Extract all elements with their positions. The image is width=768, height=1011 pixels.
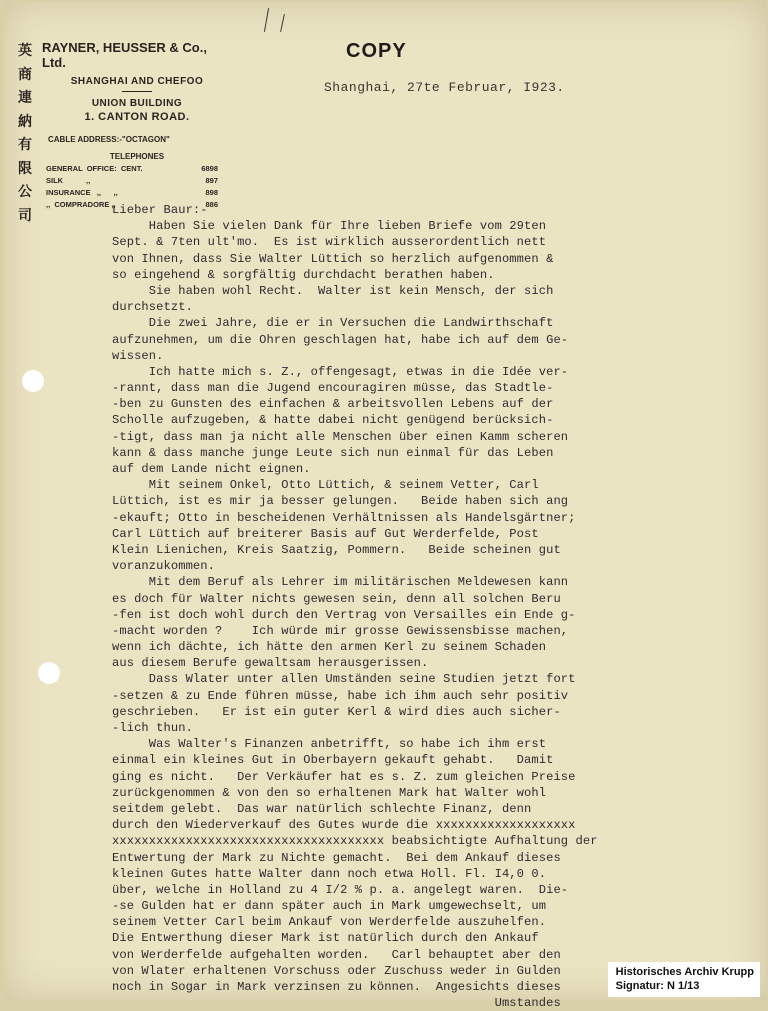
telephone-row [42, 176, 232, 185]
letter-line: von Werderfelde aufgehalten worden. Carl behauptet aber den [112, 947, 561, 962]
chinese-char: 限 [18, 160, 32, 177]
letter-line: aus diesem Berufe gewaltsam herausgerissen. [112, 656, 429, 671]
cable-address: CABLE ADDRESS:-"OCTAGON" [48, 135, 170, 144]
letter-line: einmal ein kleines Gut in Oberbayern gekauft gehabt. Damit [112, 753, 554, 768]
company-name: RAYNER, HEUSSER & Co., Ltd. [42, 40, 207, 70]
telephone-row [42, 188, 232, 197]
copy-heading: COPY [346, 40, 407, 62]
letter-line: -ben zu Gunsten des einfachen & arbeitsvollen Lebens auf der [112, 397, 554, 412]
street-address: 1. CANTON ROAD. [84, 111, 190, 123]
chinese-char: 司 [18, 207, 32, 224]
telephone-number: 6898 [201, 164, 218, 173]
telephone-label: SILK ,, [46, 176, 91, 185]
letter-line: Klein Lienichen, Kreis Saatzig, Pommern. Beide scheinen gut [112, 542, 561, 557]
letter-body [112, 202, 712, 1011]
letter-line: Sept. & 7ten ult'mo. Es ist wirklich ausserordentlich nett [112, 235, 547, 250]
letter-line: Die Entwerthung dieser Mark ist natürlich durch den Ankauf [112, 931, 539, 946]
letter-line: Haben Sie vielen Dank für Ihre lieben Briefe vom 29ten [112, 219, 547, 234]
letter-line: Mit seinem Onkel, Otto Lüttich, & seinem Vetter, Carl [112, 478, 539, 493]
chinese-char: 公 [18, 184, 32, 200]
letter-line: wenn ich dächte, ich hätte den armen Kerl zu seinem Schaden [112, 640, 547, 655]
letter-line: -fen ist doch wohl durch den Vertrag von Versailles ein Ende g- [112, 607, 576, 622]
date-line: Shanghai, 27te Februar, I923. [324, 80, 565, 95]
archive-name: Historisches Archiv Krupp [615, 966, 754, 978]
letter-line: -rannt, dass man die Jugend encouragiren müsse, das Stadtle- [112, 381, 554, 396]
letter-line: noch in Sogar in Mark verzinsen zu können. Angesichts dieses [112, 980, 561, 994]
letter-line: -ekauft; Otto in bescheidenen Verhältnissen als Handelsgärtner; [112, 510, 576, 525]
letter-line: wissen. [112, 348, 164, 363]
letter-line: so eingehend & sorgfältig durchdacht berathen haben. [112, 267, 495, 282]
letter-line: zurückgenommen & von den so erhaltenen Mark hat Walter wohl [112, 785, 547, 800]
telephone-row [42, 164, 232, 173]
letter-line: kann & dass manche junge Leute sich nun einmal für das Leben [112, 445, 554, 460]
divider [122, 91, 152, 92]
letter-line: durchsetzt. [112, 300, 193, 315]
letter-line: seinem Vetter Carl beim Ankauf von Werderfelde auszuhelfen. [112, 915, 547, 930]
archive-stamp [608, 962, 760, 997]
building-name: UNION BUILDING [91, 98, 183, 109]
letterhead [42, 40, 232, 209]
letter-line: Lieber Baur:- [112, 203, 208, 217]
letter-line: Scholle aufzugeben, & hatte dabei nicht genügend berücksich- [112, 413, 554, 428]
letter-line: Ich hatte mich s. Z., offengesagt, etwas in die Idée ver- [112, 364, 569, 379]
chinese-char: 納 [18, 113, 32, 130]
letter-line: auf dem Lande nicht eignen. [112, 462, 311, 476]
punch-hole [38, 662, 60, 684]
chinese-char: 英 [18, 43, 32, 59]
letter-line: Was Walter's Finanzen anbetrifft, so habe ich ihm erst [112, 737, 547, 752]
letter-line: von Ihnen, dass Sie Walter Lüttich so herzlich aufgenommen & [112, 251, 554, 266]
telephone-number: 897 [205, 176, 218, 185]
letter-line: Mit dem Beruf als Lehrer im militärischen Meldewesen kann [112, 575, 569, 590]
letter-line: aufzunehmen, um die Ohren geschlagen hat, habe ich auf dem Ge- [112, 332, 569, 347]
letter-line: von Wlater erhaltenen Vorschuss oder Zuschuss weder in Gulden [112, 963, 561, 978]
letter-line: durch den Wiederverkauf des Gutes wurde die xxxxxxxxxxxxxxxxxxx [112, 818, 576, 833]
telephone-number: 886 [205, 200, 218, 209]
letter-line: kleinen Gutes hatte Walter dann noch etwa Holl. Fl. I4,0 0. [112, 866, 547, 881]
pen-mark [264, 8, 269, 32]
pen-mark [280, 14, 285, 32]
letter-line: -setzen & zu Ende führen müsse, habe ich ihm auch sehr positiv [112, 688, 569, 703]
letter-line: über, welche in Holland zu 4 I/2 % p. a. angelegt waren. Die- [112, 882, 569, 897]
letter-line: -se Gulden hat er dann später auch in Mark umgewechselt, um [112, 899, 547, 914]
letter-line: voranzukommen. [112, 559, 216, 574]
letter-line: Umstandes [112, 996, 561, 1011]
chinese-char: 商 [18, 66, 32, 83]
letter-line: -tigt, dass man ja nicht alle Menschen über einen Kamm scheren [112, 429, 569, 444]
letter-line: seitdem gelebt. Das war natürlich schlechte Finanz, denn [112, 801, 532, 816]
telephone-label: GENERAL OFFICE: CENT. [46, 164, 143, 173]
company-cities: SHANGHAI AND CHEFOO [70, 76, 204, 87]
letter-line: ging es nicht. Der Verkäufer hat es s. Z. zum gleichen Preise [112, 769, 576, 784]
chinese-company-name [14, 40, 36, 228]
letter-line: xxxxxxxxxxxxxxxxxxxxxxxxxxxxxxxxxxxxx beabsichtigte Aufhaltung der [112, 834, 598, 849]
letter-page [4, 2, 766, 1011]
telephone-label: ,, COMPRADORE ,, [46, 200, 116, 209]
archive-signature: Signatur: N 1/13 [615, 980, 700, 992]
letter-line: -macht worden ? Ich würde mir grosse Gewissensbisse machen, [112, 623, 569, 638]
letter-line: Lüttich, ist es mir ja besser gelungen. Beide haben sich ang [112, 494, 569, 509]
telephone-number: 898 [205, 188, 218, 197]
letter-line: Sie haben wohl Recht. Walter ist kein Mensch, der sich [112, 283, 554, 298]
chinese-char: 有 [18, 137, 32, 153]
letter-line: -lich thun. [112, 721, 193, 735]
punch-hole [22, 370, 44, 392]
telephone-label: INSURANCE ,, ,, [46, 188, 118, 197]
letter-line: Die zwei Jahre, die er in Versuchen die Landwirthschaft [112, 316, 554, 331]
letter-line: Dass Wlater unter allen Umständen seine Studien jetzt fort [112, 672, 576, 687]
letter-line: es doch für Walter nichts gewesen sein, denn all solchen Beru [112, 591, 561, 606]
telephones-heading: TELEPHONES [109, 152, 165, 161]
letter-line: geschrieben. Er ist ein guter Kerl & wird dies auch sicher- [112, 704, 561, 719]
chinese-char: 連 [18, 90, 32, 106]
letter-line: Carl Lüttich auf breiterer Basis auf Gut Werderfelde, Post [112, 526, 539, 541]
letter-line: Entwertung der Mark zu Nichte gemacht. Bei dem Ankauf dieses [112, 850, 561, 865]
